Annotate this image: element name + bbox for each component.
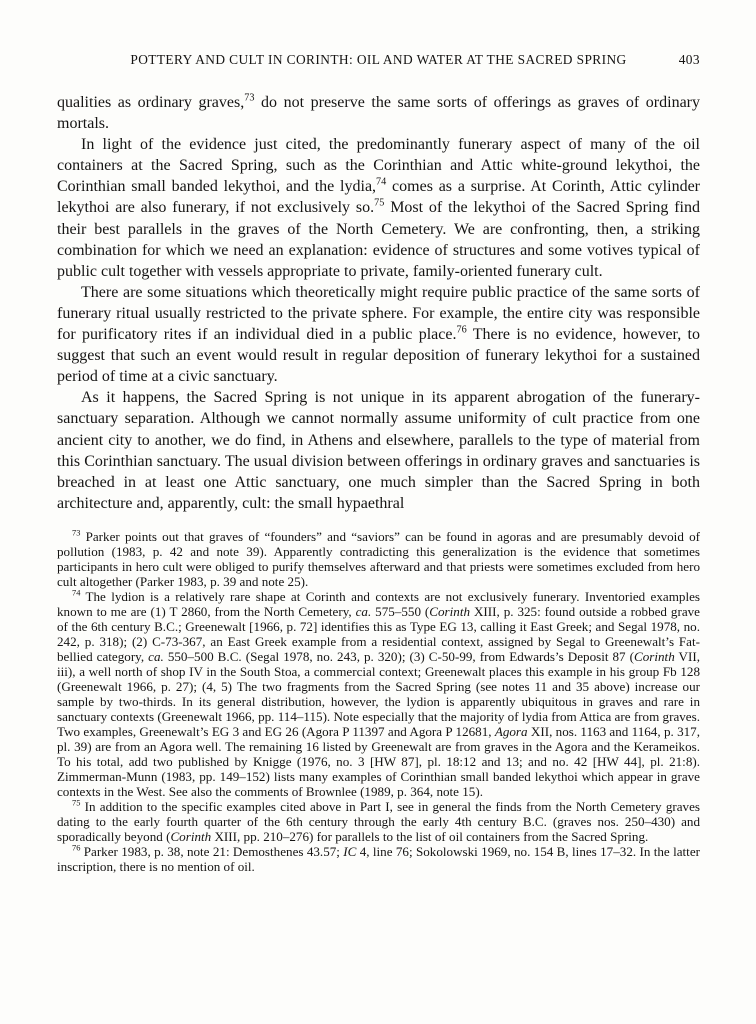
footnote-reference: 75	[72, 798, 81, 808]
italic-text: IC	[343, 843, 357, 859]
italic-text: Corinth	[634, 648, 675, 664]
italic-text: ca.	[355, 603, 372, 619]
footnote-reference: 74	[72, 588, 81, 598]
text-run: Parker points out that graves of “founders” and “saviors” can be found in agoras and are presumably devoid of pollution (1983, p. 42 and note 39). Apparently contradicting this generalization is the evidence that sometimes participants in hero cult were obliged to purify themselves afterward and that priests were sometimes excluded from hero cult altogether (Parker 1983, p. 39 and note 25).	[57, 528, 700, 589]
footnote-reference: 73	[244, 92, 255, 104]
italic-text: Corinth	[429, 603, 471, 619]
article-body	[57, 92, 700, 514]
text-run: XII, nos. 1163 and 1164, p. 317, pl. 39) are from an Agora well. The remaining 16 listed by Greenewalt are from graves in the Agora and the Kerameikos. To his total, add two published by Knigge (1976, no. 3 [HW 87], pl. 18:12 and 13; and no. 42 [HW 44], pl. 21:8). Zimmerman-Munn (1983, pp. 149–152) lists many examples of Corinthian small banded lekythoi which appear in grave contexts in the West. See also the comments of Brownlee (1989, p. 364, note 15).	[57, 723, 700, 799]
text-run: XIII, p. 325: found outside a robbed grave of the 6th century B.C.; Greenewalt [1966, p. 72] identifies this as Type EG 13, calling it East Greek; and Segal 1978, no. 242, p. 318); (2) C-73-367, an East Greek example from a residential context, assigned by Segal to Greenewalt’s Fat-bellied category,	[57, 603, 700, 664]
text-run: comes as a surprise. At Corinth, Attic cylinder lekythoi are also funerary, if not exclusively so.	[57, 178, 700, 217]
page-number: 403	[678, 52, 700, 67]
footnote	[57, 589, 700, 799]
italic-text: Agora	[494, 723, 528, 739]
text-run: qualities as ordinary graves,	[57, 94, 245, 111]
text-run: Most of the lekythoi of the Sacred Spring find their best parallels in the graves of the North Cemetery. We are confronting, then, a striking combination for which we need an explanation: evidence of structures and some votives typical of public cult together with vessels appropriate to private, family-oriented funerary cult.	[57, 199, 700, 280]
text-run: 575–550 (	[371, 603, 430, 619]
footnote-reference: 76	[456, 324, 467, 336]
text-run: In addition to the specific examples cited above in Part I, see in general the finds from the North Cemetery graves dating to the early fourth quarter of the 6th century through the early 4th century B.C. (graves nos. 250–430) and sporadically beyond (	[57, 798, 700, 844]
footnote-reference: 73	[72, 528, 81, 538]
text-run: 550–500 B.C. (Segal 1978, no. 243, p. 320); (3) C-50-99, from Edwards’s Deposit 87 (	[163, 648, 634, 664]
text-run: 4, line 76; Sokolowski 1969, no. 154 B, lines 17–32. In the latter inscription, there is no mention of oil.	[57, 843, 700, 874]
running-head-title: POTTERY AND CULT IN CORINTH: OIL AND WATER AT THE SACRED SPRING	[130, 52, 627, 67]
text-run: There are some situations which theoretically might require public practice of the same sorts of funerary ritual usually restricted to the private sphere. For example, the entire city was responsible for purificatory rites if an individual died in a public place.	[57, 283, 700, 344]
body-paragraph	[57, 134, 700, 282]
text-run: VII, iii), a well north of shop IV in the South Stoa, a commercial context; Greenewalt places this example in his group Fb 128 (Greenewalt 1966, p. 27); (4, 5) The two fragments from the Sacred Spring (see notes 11 and 35 above) increase our sample by two-thirds. In its general distribution, however, the lydion is apparently ubiquitous in graves and rare in sanctuary contexts (Greenewalt 1966, pp. 114–115). Note especially that the majority of lydia from Attica are from graves. Two examples, Greenewalt’s EG 3 and EG 26 (Agora P 11397 and Agora P 12681,	[57, 648, 700, 739]
footnote	[57, 844, 700, 874]
footnotes-section	[57, 529, 700, 874]
footnote-reference: 74	[376, 177, 387, 189]
body-paragraph	[57, 282, 700, 387]
footnote	[57, 529, 700, 589]
footnote	[57, 799, 700, 844]
body-paragraph	[57, 387, 700, 514]
italic-text: ca.	[148, 648, 164, 664]
text-run: In light of the evidence just cited, the predominantly funerary aspect of many of the oil containers at the Sacred Spring, such as the Corinthian and Attic white-ground lekythoi, the Corinthian small banded lekythoi, and the lydia,	[57, 136, 700, 196]
footnote-reference: 75	[374, 198, 385, 210]
text-run: The lydion is a relatively rare shape at Corinth and contexts are not exclusively funerary. Inventoried examples known to me are (1) T 2860, from the North Cemetery,	[57, 588, 700, 619]
text-run: XIII, pp. 210–276) for parallels to the list of oil containers from the Sacred Spring.	[211, 828, 649, 844]
text-run: do not preserve the same sorts of offerings as graves of ordinary mortals.	[57, 94, 700, 133]
text-run: As it happens, the Sacred Spring is not unique in its apparent abrogation of the funerary-sanctuary separation. Although we cannot normally assume uniformity of cult practice from one ancient city to another, we do find, in Athens and elsewhere, parallels to the type of material from this Corinthian sanctuary. The usual division between offerings in ordinary graves and sanctuaries is breached in at least one Attic sanctuary, one much simpler than the Sacred Spring in both architecture and, apparently, cult: the small hypaethral	[57, 389, 700, 512]
body-paragraph	[57, 92, 700, 134]
text-run: Parker 1983, p. 38, note 21: Demosthenes 43.57;	[80, 843, 344, 859]
text-run: There is no evidence, however, to suggest that such an event would result in regular deposition of funerary lekythoi for a sustained period of time at a civic sanctuary.	[57, 326, 700, 386]
italic-text: Corinth	[170, 828, 212, 844]
running-head	[57, 52, 700, 68]
footnote-reference: 76	[72, 843, 81, 853]
